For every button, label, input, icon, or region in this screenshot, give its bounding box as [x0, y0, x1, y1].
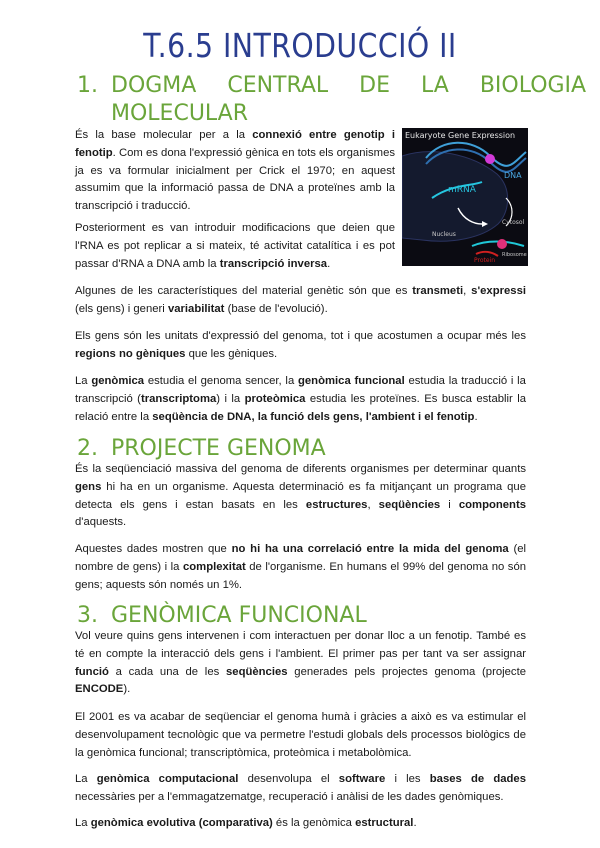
figure-label-nucleus: Nucleus: [432, 231, 456, 238]
bold-term: software: [338, 773, 386, 785]
bold-term: genòmica funcional: [298, 375, 405, 387]
bold-term: bases de dades: [429, 773, 526, 785]
text-run: a cada una de les: [108, 665, 226, 678]
bold-term: connexió entre genotip i fenotip: [75, 129, 395, 159]
text-run: La: [75, 375, 92, 387]
text-run: estudia les proteïnes. Es busca establir la relació entre la: [75, 392, 526, 423]
gene-expression-figure: [402, 128, 528, 266]
bold-term: genòmica: [91, 375, 145, 387]
text-run: d'aquests.: [75, 516, 127, 529]
figure-label-ribosome: Ribosome: [502, 252, 527, 258]
text-run: que les gèniques.: [185, 347, 278, 360]
text-run: estudia la traducció i la transcripció (: [75, 375, 526, 405]
text-run: Vol veure quins gens intervenen i com interactuen per donar lloc a un fenotip. També es té en compte la interacció dels gens i l'ambient. El primer pas per tant va ser assignar: [75, 630, 526, 660]
text-run: Algunes de les característiques del material genètic són que es: [75, 285, 413, 297]
paragraph: [75, 283, 526, 319]
paragraph: [75, 373, 526, 426]
bold-term: seqüències: [226, 665, 288, 678]
text-run: .: [474, 410, 478, 423]
text-run: La: [75, 817, 91, 829]
text-run: i les: [385, 773, 430, 785]
bold-term: transcripció inversa: [219, 257, 328, 270]
text-run: (base de l'evolució).: [224, 302, 328, 315]
section-number: 2.: [77, 436, 98, 461]
bold-term: components: [458, 498, 527, 511]
paragraph: [75, 541, 526, 594]
text-run: generades pels projectes genoma (projecte: [287, 665, 527, 678]
text-run: Els gens són les unitats d'expressió del genoma, tot i que acostumen a ocupar més les: [75, 330, 526, 342]
text-run: de l'organisme. En humans el 99% del genoma no són gens; aquests són només un 1%.: [75, 560, 527, 591]
text-run: La: [75, 773, 97, 785]
section-heading: [77, 73, 587, 126]
figure-label-protein: Protein: [474, 257, 496, 264]
bold-term: genòmica evolutiva (comparativa): [90, 817, 273, 829]
bold-term: estructures: [305, 498, 368, 511]
text-run: i: [440, 498, 459, 511]
bold-term: gens: [75, 480, 102, 493]
text-run: Posteriorment es van introduir modificacions que deien que l'RNA es pot replicar a si mateix, té activitat catalítica i es pot passar d'RNA a DNA amb la: [75, 222, 395, 270]
text-run: hi ha en un organisme. Aquesta determinació es fa mitjançant un programa que detecta els gens i estan basats en les: [75, 480, 526, 511]
section-number: 1.: [77, 73, 98, 98]
paragraph: [75, 771, 526, 807]
text-run: . Com es dona l'expressió gènica en tots els organismes ja es va formular inicialment per Crick el 1970; en aquest assumim que la informació passa de DNA a proteïnes amb la transcripció i traducció.: [75, 146, 395, 213]
section-heading: [77, 604, 527, 630]
bold-term: complexitat: [182, 560, 246, 573]
bold-term: estructural: [355, 817, 414, 829]
paragraph: [75, 815, 526, 833]
bold-term: no hi ha una correlació entre la mida del genoma: [231, 543, 509, 555]
text-run: (els gens) i generi: [75, 302, 168, 315]
text-run: .: [413, 817, 417, 829]
bold-term: transcriptoma: [140, 392, 217, 405]
text-run: .: [327, 257, 331, 270]
document-title: T.6.5 INTRODUCCIÓ II: [143, 26, 457, 65]
bold-term: seqüències: [378, 498, 441, 511]
section-title-line2: MOLECULAR: [111, 101, 249, 126]
bold-term: genòmica computacional: [96, 773, 239, 785]
figure-label-mrna: mRNA: [448, 185, 476, 195]
text-run: Aquestes dades mostren que: [75, 543, 232, 555]
section-heading: [77, 437, 527, 463]
bold-term: variabilitat: [167, 302, 225, 315]
paragraph: [75, 628, 526, 699]
section-title: GENÒMICA FUNCIONAL: [111, 603, 367, 628]
text-run: (el nombre de gens) i la: [75, 543, 526, 573]
bold-term: proteòmica: [244, 392, 306, 405]
bold-term: seqüència de DNA, la funció dels gens, l'ambient i el fenotip: [152, 410, 475, 423]
text-run: desenvolupa el: [238, 773, 339, 785]
section-number: 3.: [77, 603, 98, 628]
text-run: El 2001 es va acabar de seqüenciar el genoma humà i gràcies a això es va estimular el desenvolupament tecnològic que va permetre l'estudi globals dels processos biològics de la genòmica funcional; transcriptòmica, proteòmica i metabolòmica.: [75, 711, 526, 759]
text-run: estudia el genoma sencer, la: [144, 375, 298, 387]
text-run: ) i la: [216, 392, 245, 405]
text-run: necessàries per a l'emmagatzematge, recuperació i anàlisi de les dades genòmiques.: [75, 790, 504, 803]
gene-expression-diagram: [402, 128, 528, 266]
text-run: És la base molecular per a la: [75, 129, 253, 141]
text-run: ,: [463, 285, 472, 297]
bold-term: transmeti: [412, 285, 464, 297]
paragraph: [75, 709, 526, 762]
text-run: és la genòmica: [272, 817, 356, 829]
figure-title: Eukaryote Gene Expression: [405, 131, 516, 140]
paragraph: [75, 328, 526, 364]
section-title: PROJECTE GENOMA: [111, 436, 326, 461]
text-run: ).: [123, 683, 131, 696]
bold-term: ENCODE: [75, 683, 124, 696]
figure-label-cytosol: Cytosol: [502, 219, 525, 226]
paragraph: [75, 127, 395, 216]
bold-term: regions no gèniques: [75, 347, 186, 360]
paragraph: [75, 220, 395, 273]
paragraph: [75, 461, 526, 532]
bold-term: funció: [75, 665, 109, 678]
text-run: ,: [367, 498, 379, 511]
figure-label-dna: DNA: [504, 171, 522, 180]
bold-term: s'expressi: [471, 285, 526, 297]
text-run: És la seqüenciació massiva del genoma de diferents organismes per determinar quants: [75, 463, 526, 475]
section-title-line1: DOGMA CENTRAL DE LA BIOLOGIA: [111, 73, 587, 98]
